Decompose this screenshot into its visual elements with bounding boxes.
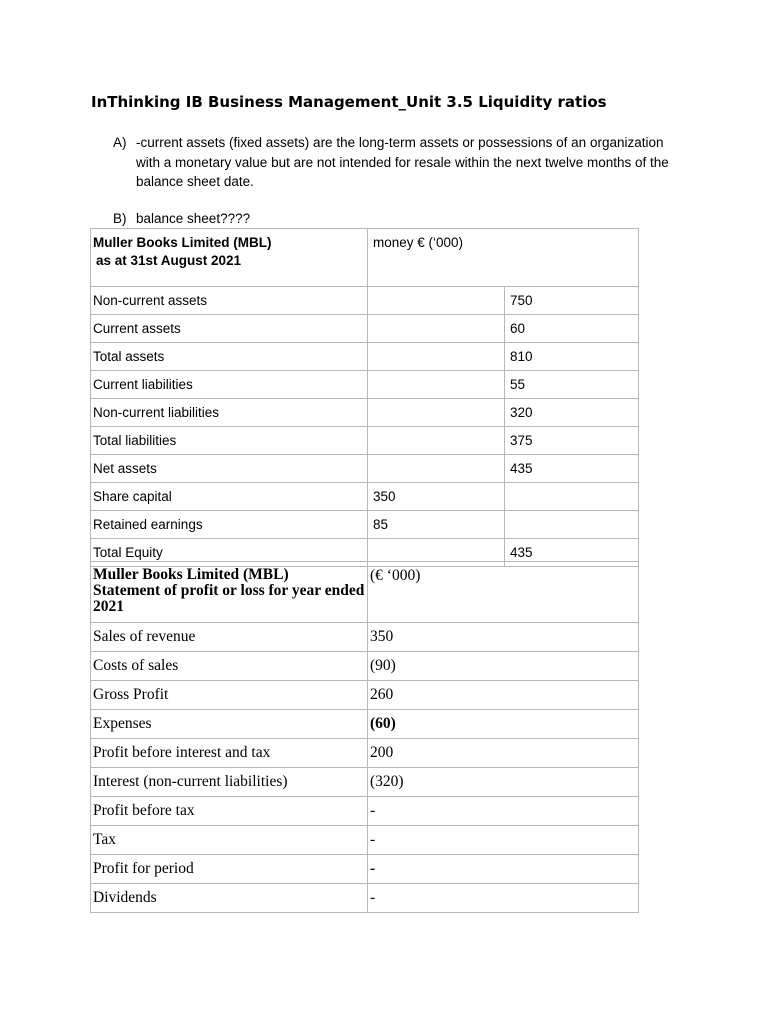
table-row [91, 427, 639, 455]
profit-loss-value: - [368, 797, 639, 826]
profit-loss-table [90, 561, 639, 913]
balance-sheet-header-row [91, 229, 639, 287]
balance-sheet-money-header: money € (‘000) [368, 229, 639, 287]
balance-sheet-label: Current liabilities [91, 371, 368, 399]
profit-loss-money-header: (€ ‘000) [368, 562, 639, 623]
item-a-text: -current assets (fixed assets) are the long-term assets or possessions of an organization with a monetary value but are not intended for resale within the next twelve months of the balance sheet date. [136, 135, 669, 189]
balance-sheet-col3 [505, 511, 639, 539]
table-row [91, 884, 639, 913]
profit-loss-label: Dividends [91, 884, 368, 913]
item-b [113, 209, 683, 229]
profit-loss-label: Profit before tax [91, 797, 368, 826]
balance-sheet-col2 [368, 427, 505, 455]
table-row [91, 652, 639, 681]
table-row [91, 855, 639, 884]
profit-loss-label: Expenses [91, 710, 368, 739]
table-row [91, 797, 639, 826]
balance-sheet-col2 [368, 455, 505, 483]
balance-sheet-col2 [368, 287, 505, 315]
table-row [91, 739, 639, 768]
profit-loss-header-row [91, 562, 639, 623]
balance-sheet-col3: 55 [505, 371, 639, 399]
balance-sheet-col3: 320 [505, 399, 639, 427]
balance-sheet-col2 [368, 399, 505, 427]
profit-loss-value: (320) [368, 768, 639, 797]
profit-loss-year: 2021 [93, 598, 124, 615]
balance-sheet-company-cell [91, 229, 368, 287]
table-row [91, 315, 639, 343]
balance-sheet-label: Net assets [91, 455, 368, 483]
profit-loss-value: - [368, 826, 639, 855]
item-b-marker: B) [113, 211, 127, 226]
balance-sheet-col3: 810 [505, 343, 639, 371]
balance-sheet-col3: 435 [505, 455, 639, 483]
profit-loss-label: Interest (non-current liabilities) [91, 768, 368, 797]
balance-sheet-label: Retained earnings [91, 511, 368, 539]
table-row [91, 455, 639, 483]
balance-sheet-label: Non-current assets [91, 287, 368, 315]
profit-loss-label: Profit before interest and tax [91, 739, 368, 768]
profit-loss-label: Tax [91, 826, 368, 855]
profit-loss-statement-line: Statement of profit or loss for year ended [93, 582, 365, 599]
table-row [91, 343, 639, 371]
balance-sheet-label: Current assets [91, 315, 368, 343]
balance-sheet-col2: 85 [368, 511, 505, 539]
item-a-marker: A) [113, 135, 127, 150]
profit-loss-value: (60) [368, 710, 639, 739]
balance-sheet-col2 [368, 343, 505, 371]
balance-sheet-company: Muller Books Limited (MBL) [93, 235, 272, 250]
balance-sheet-col2 [368, 315, 505, 343]
table-row [91, 511, 639, 539]
profit-loss-header-cell [91, 562, 368, 623]
balance-sheet-label: Total liabilities [91, 427, 368, 455]
profit-loss-company: Muller Books Limited (MBL) [93, 566, 289, 583]
document-title: InThinking IB Business Management_Unit 3.5 Liquidity ratios [91, 93, 607, 111]
balance-sheet-label: Non-current liabilities [91, 399, 368, 427]
balance-sheet-table [90, 228, 639, 567]
table-row [91, 483, 639, 511]
balance-sheet-date: as at 31st August 2021 [96, 253, 242, 268]
table-row [91, 371, 639, 399]
profit-loss-value: 200 [368, 739, 639, 768]
balance-sheet-col2 [368, 371, 505, 399]
balance-sheet-label: Total Equity [91, 539, 368, 567]
table-row [91, 399, 639, 427]
table-row [91, 681, 639, 710]
item-b-text: balance sheet???? [136, 211, 251, 226]
profit-loss-value: 260 [368, 681, 639, 710]
table-row [91, 287, 639, 315]
balance-sheet-col3 [505, 483, 639, 511]
table-row [91, 768, 639, 797]
profit-loss-value: - [368, 884, 639, 913]
profit-loss-value: 350 [368, 623, 639, 652]
profit-loss-label: Gross Profit [91, 681, 368, 710]
profit-loss-label: Costs of sales [91, 652, 368, 681]
balance-sheet-col3: 435 [505, 539, 639, 567]
balance-sheet-col2: 350 [368, 483, 505, 511]
profit-loss-label: Sales of revenue [91, 623, 368, 652]
profit-loss-label: Profit for period [91, 855, 368, 884]
profit-loss-value: - [368, 855, 639, 884]
balance-sheet-col3: 375 [505, 427, 639, 455]
table-row [91, 826, 639, 855]
balance-sheet-label: Total assets [91, 343, 368, 371]
balance-sheet-col3: 60 [505, 315, 639, 343]
table-row [91, 623, 639, 652]
balance-sheet-col3: 750 [505, 287, 639, 315]
profit-loss-value: (90) [368, 652, 639, 681]
table-row [91, 710, 639, 739]
balance-sheet-label: Share capital [91, 483, 368, 511]
item-a [113, 133, 683, 193]
